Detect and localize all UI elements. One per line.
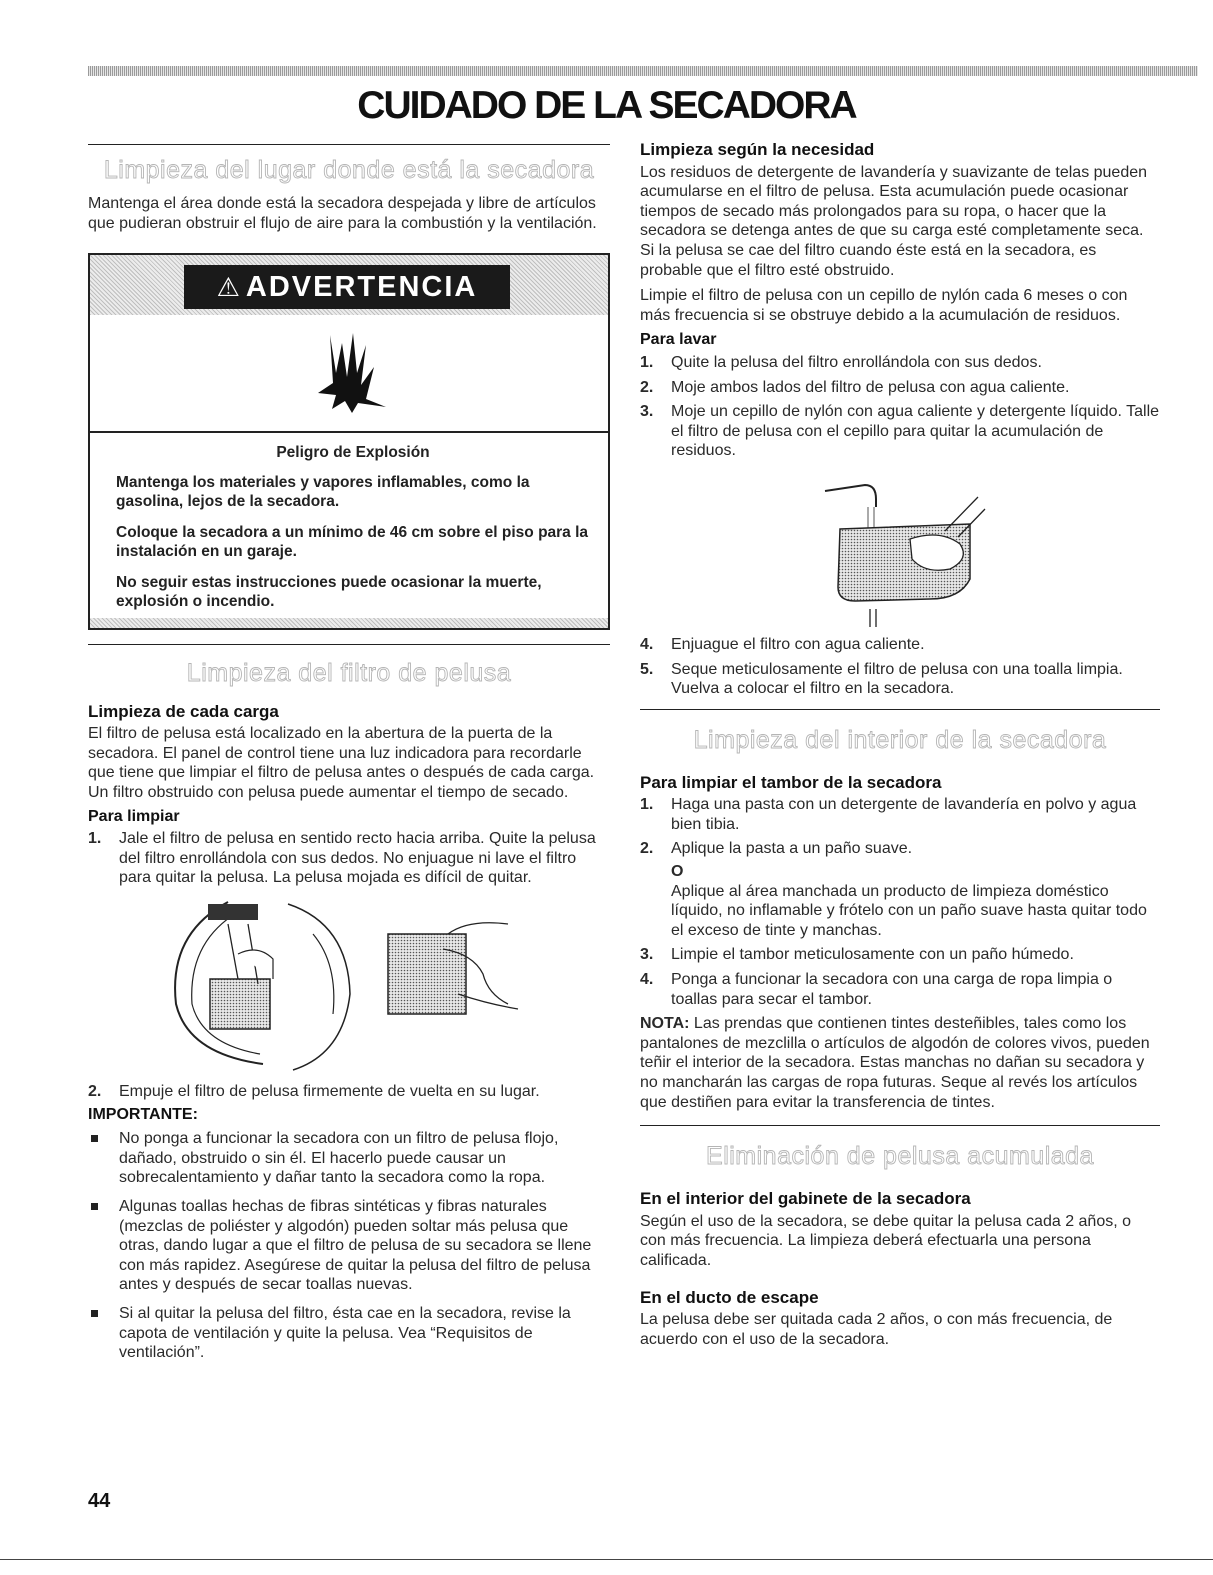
warning-text bbox=[90, 433, 608, 618]
filter-brushing-illustration bbox=[640, 469, 1160, 629]
subheading-exhaust: En el ducto de escape bbox=[640, 1287, 819, 1307]
wash-steps bbox=[640, 353, 1160, 461]
cabinet-body: Según el uso de la secadora, se debe quitar la pelusa cada 2 años, o con más frecuencia. La limpieza deberá efectuarla una persona calificada. bbox=[640, 1212, 1132, 1269]
clean-steps-continued bbox=[88, 1082, 610, 1102]
section-heading-dryer-interior: Limpieza del interior de la secadora bbox=[693, 725, 1107, 754]
as-needed-body-1: Los residuos de detergente de lavandería y suavizante de telas pueden acumularse en el filtro de pelusa. Esta acumulación puede ocasionar tiempos de secado más prolongados para su ropa, o hacer que la secadora se detenga antes de que su carga esté completamente seca. Si la pelusa se cae del filtro cuando éste está en la secadora, es probable que el filtro esté obstruido. bbox=[640, 163, 1148, 279]
subheading-to-wash: Para lavar bbox=[640, 331, 717, 349]
list-item: 4. Ponga a funcionar la secadora con una carga de ropa limpia o toallas para secar el tambor. bbox=[640, 971, 1113, 1008]
warning-label: ⚠ ADVERTENCIA bbox=[184, 265, 510, 309]
important-bullets bbox=[88, 1129, 610, 1363]
subheading-cabinet: En el interior del gabinete de la secadora bbox=[640, 1189, 971, 1209]
bullet-item: Algunas toallas hechas de fibras sintéticas y fibras naturales (mezclas de poliéster y algodón) pueden soltar más pelusa que otras, dando lugar a que el filtro de pelusa de su secadora se llene con más rapidez. Asegúrese de quitar la pelusa del filtro de pelusa antes y después de secar toallas nuevas. bbox=[88, 1197, 610, 1295]
page-title: CUIDADO DE LA SECADORA bbox=[357, 84, 856, 127]
list-item: 1. Jale el filtro de pelusa en sentido recto hacia arriba. Quite la pelusa del filtro enrollándola con sus dedos. No enjuague ni lave el filtro para quitar la pelusa. La pelusa mojada es difícil de quitar. bbox=[88, 830, 596, 887]
list-item: 3. Limpie el tambor meticulosamente con un paño húmedo. bbox=[640, 946, 1074, 964]
left-column bbox=[88, 140, 610, 1363]
list-item: 1. Haga una pasta con un detergente de lavandería en polvo y agua bien tibia. bbox=[640, 796, 1137, 833]
wash-steps-continued bbox=[640, 635, 1160, 699]
list-item: 2. Aplique la pasta a un paño suave. O Aplique al área manchada un producto de limpieza doméstico líquido, no inflamable y frótelo con un paño suave hasta quitar todo el exceso de tinte y manchas. bbox=[640, 839, 1160, 940]
section-heading-lint-removal: Eliminación de pelusa acumulada bbox=[706, 1142, 1094, 1171]
section-heading-lint-filter: Limpieza del filtro de pelusa bbox=[186, 658, 512, 687]
warning-footer-band bbox=[90, 618, 608, 628]
right-column bbox=[640, 140, 1160, 1349]
warning-triangle-icon: ⚠ bbox=[216, 271, 240, 302]
section-rule bbox=[640, 709, 1160, 710]
section-rule bbox=[88, 144, 610, 145]
bullet-item: Si al quitar la pelusa del filtro, ésta cae en la secadora, revise la capota de ventilación y quite la pelusa. Vea “Requisitos de ventilación”. bbox=[88, 1304, 610, 1363]
list-item: 2. Moje ambos lados del filtro de pelusa con agua caliente. bbox=[640, 378, 1070, 396]
dryer-location-body: Mantenga el área donde está la secadora despejada y libre de artículos que pudieran obstruir el flujo de aire para la combustión y la ventilación. bbox=[88, 195, 597, 232]
explosion-icon bbox=[90, 315, 612, 427]
subheading-as-needed: Limpieza según la necesidad bbox=[640, 140, 875, 159]
page-number: 44 bbox=[88, 1490, 111, 1512]
section-rule bbox=[88, 644, 610, 645]
subheading-each-load: Limpieza de cada carga bbox=[88, 701, 279, 721]
list-item: 3. Moje un cepillo de nylón con agua caliente y detergente líquido. Talle el filtro de pelusa con el cepillo para quitar la acumulación de residuos. bbox=[640, 403, 1160, 460]
each-load-body: El filtro de pelusa está localizado en la abertura de la puerta de la secadora. El panel de control tiene una luz indicadora para recordarle que tiene que limpiar el filtro de pelusa antes o después de cada carga. Un filtro obstruido con pelusa puede aumentar el tiempo de secado. bbox=[88, 725, 595, 802]
warning-box bbox=[88, 253, 610, 630]
section-rule bbox=[640, 1125, 1160, 1126]
section-heading-dryer-location: Limpieza del lugar donde está la secadora bbox=[103, 156, 595, 184]
list-item: 2. Empuje el filtro de pelusa firmemente de vuelta en su lugar. bbox=[88, 1083, 540, 1101]
bullet-item: No ponga a funcionar la secadora con un filtro de pelusa flojo, dañado, obstruido o sin él. El hacerlo puede causar un sobrecalentamiento y dañar tanto la secadora como la ropa. bbox=[88, 1129, 610, 1188]
list-item: 1. Quite la pelusa del filtro enrollándola con sus dedos. bbox=[640, 353, 1042, 371]
note-label: NOTA: bbox=[640, 1015, 690, 1033]
important-label: IMPORTANTE: bbox=[88, 1105, 198, 1123]
list-item: 5. Seque meticulosamente el filtro de pelusa con una toalla limpia. Vuelva a colocar el filtro en la secadora. bbox=[640, 660, 1123, 698]
or-label: O bbox=[671, 863, 684, 881]
warning-line: Coloque la secadora a un mínimo de 46 cm sobre el piso para la instalación en un garaje. bbox=[116, 523, 589, 561]
warning-line: Mantenga los materiales y vapores inflamables, como la gasolina, lejos de la secadora. bbox=[116, 473, 530, 511]
top-decorative-band bbox=[88, 66, 1198, 76]
subheading-to-clean: Para limpiar bbox=[88, 807, 180, 825]
lint-filter-removal-illustration bbox=[88, 894, 610, 1076]
exhaust-body: La pelusa debe ser quitada cada 2 años, o con más frecuencia, de acuerdo con el uso de la secadora. bbox=[640, 1311, 1113, 1348]
bottom-rule bbox=[0, 1559, 1213, 1560]
as-needed-body-2: Limpie el filtro de pelusa con un cepillo de nylón cada 6 meses o con más frecuencia si se obstruye debido a la acumulación de residuos. bbox=[640, 287, 1128, 324]
clean-steps bbox=[88, 829, 610, 888]
warning-header-band bbox=[90, 255, 608, 315]
warning-line: No seguir estas instrucciones puede ocasionar la muerte, explosión o incendio. bbox=[116, 573, 542, 611]
warning-title: Peligro de Explosión bbox=[276, 444, 430, 462]
subheading-drum: Para limpiar el tambor de la secadora bbox=[640, 772, 942, 792]
explosion-symbol-panel bbox=[90, 315, 608, 433]
drum-steps bbox=[640, 795, 1160, 1009]
note-paragraph: NOTA: Las prendas que contienen tintes desteñibles, tales como los pantalones de mezclilla o artículos de algodón de colores vivos, pueden teñir el interior de la secadora. Estas manchas no dañan su secadora y no mancharán las cargas de ropa futuras. Seque al revés los artículos que destiñen para evitar la transferencia de tintes. bbox=[640, 1015, 1150, 1111]
drum-alternative: Aplique al área manchada un producto de limpieza doméstico líquido, no inflamable y frótelo con un paño suave hasta quitar todo el exceso de tinte y manchas. bbox=[671, 882, 1147, 939]
list-item: 4. Enjuague el filtro con agua caliente. bbox=[640, 635, 925, 653]
